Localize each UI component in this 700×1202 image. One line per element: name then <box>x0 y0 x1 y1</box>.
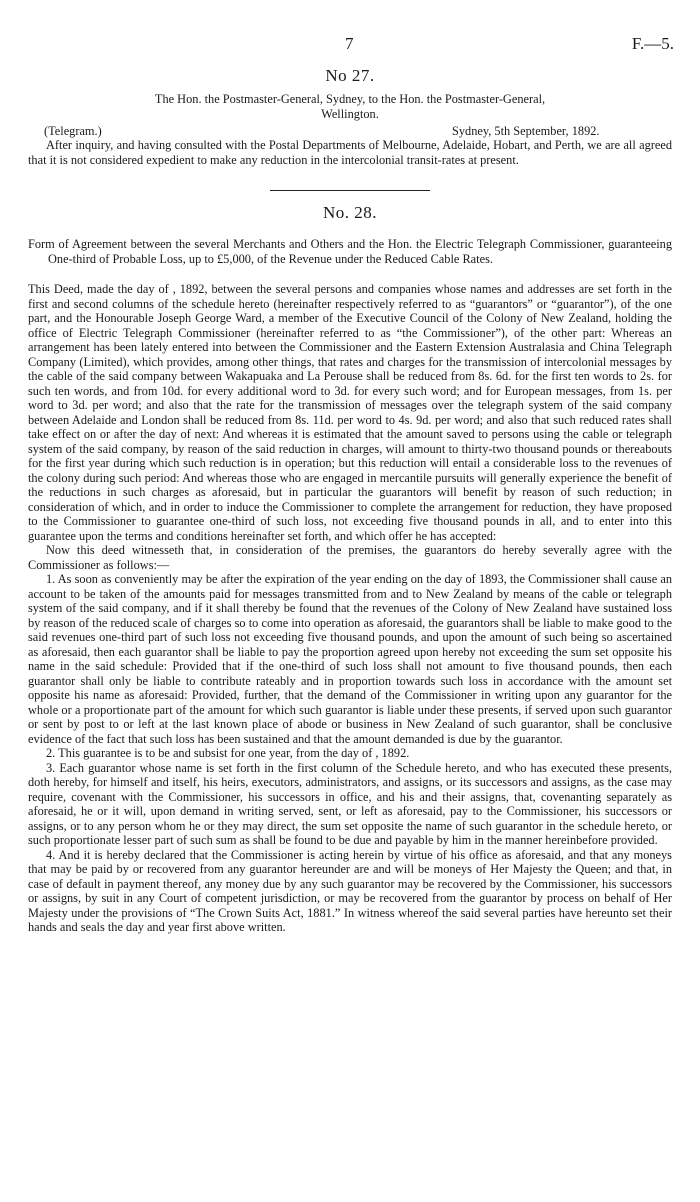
section-27-title-line2: Wellington. <box>321 106 379 121</box>
telegram-label: (Telegram.) <box>44 124 102 138</box>
telegram-place-date: Sydney, 5th September, 1892. <box>452 124 600 138</box>
section-number-27: No 27. <box>325 66 375 85</box>
section-27-title <box>40 92 660 121</box>
page-number: 7 <box>345 34 354 53</box>
section-number-28: No. 28. <box>322 203 378 222</box>
document-reference: F.—5. <box>631 34 674 53</box>
clause-4: 4. And it is hereby declared that the Commissioner is acting herein by virtue of his office as aforesaid, and that any moneys that may be paid by or recovered from any guarantor hereunder are and will be moneys of Her Majesty the Queen; and that, in case of default in payment thereof, any money due by any such guarantor may be recovered by the Commissioner, his successors or assigns, by suit in any Court of competent jurisdiction, or may be recovered from the guarantor by process on behalf of Her Majesty under the provisions of “The Crown Suits Act, 1881.” In witness whereof the said several parties have hereunto set their hands and seals the day and year first above written. <box>28 847 672 934</box>
deed-witnesseth: Now this deed witnesseth that, in consideration of the premises, the guarantors do hereby severally agree with the Commissioner as follows:— <box>28 543 672 572</box>
clause-2: 2. This guarantee is to be and subsist for one year, from the day of , 1892. <box>46 746 410 760</box>
clause-3: 3. Each guarantor whose name is set forth in the first column of the Schedule hereto, and who has executed these presents, doth hereby, for himself and itself, his heirs, executors, administrators, and assigns, or its successors and assigns, as the case may require, covenant with the Commissioner, his successors in office, and his and their assigns, that, covenanting separately as aforesaid, he or it will, upon demand in writing served, sent, or left as aforesaid, pay to the Commissioner, his successors or assigns, or to any person whom he or they may direct, the sum set opposite the name of such guarantor in the schedule hereto, or such proportionate lesser part of such sum as shall be found to be due and payable by him in the manner hereinbefore provided. <box>28 760 672 847</box>
section-28-heading: Form of Agreement between the several Merchants and Others and the Hon. the Electric Telegraph Commissioner, guaranteeing One-third of Probable Loss, up to £5,000, of the Revenue under the Reduced Cable Rates. <box>28 237 672 266</box>
section-divider <box>270 190 430 191</box>
clause-1: 1. As soon as conveniently may be after the expiration of the year ending on the day of 1893, the Commissioner shall cause an account to be taken of the amounts paid for messages transmitted from and to New Zealand by means of the cable or telegraph system of the said company, and if it shall thereby be found that the revenues of the Colony of New Zealand have sustained loss by reason of the reduced scale of charges so to come into operation as aforesaid, the guarantors shall be liable to make good to the said revenues one-third part of such loss not exceeding five thousand pounds, and upon the amount of such being so ascertained as aforesaid, then each guarantor shall be liable to pay the proportion agreed upon hereby not exceeding the sum set opposite his name in the said schedule: Provided that if the one-third of such loss shall not amount to five thousand pounds, then each guarantor shall only be liable to contribute rateably and in proportion towards such loss in accordance with the amount set opposite his name as aforesaid: Provided, further, that the demand of the Commissioner in writing upon any guarantor for the whole or a proportionate part of the amount for which such guarantor is liable under these presents, if served upon such guarantor or sent by post to or left at the last known place of abode or business in New Zealand of such guarantor, shall be conclusive evidence of the fact that such loss has been sustained and that the amount demanded is due by the guarantor. <box>28 572 672 746</box>
deed-body <box>28 282 672 935</box>
section-27-title-line1: The Hon. the Postmaster-General, Sydney, to the Hon. the Postmaster-General, <box>154 92 546 106</box>
section-27-body: After inquiry, and having consulted with the Postal Departments of Melbourne, Adelaide, Hobart, and Perth, we are all agreed that it is not considered expedient to make any reduction in the intercolonial transit-rates at present. <box>28 138 672 167</box>
deed-recital: This Deed, made the day of , 1892, between the several persons and companies whose names and addresses are set forth in the first and second columns of the schedule hereto (hereinafter respectively referred to as “guarantors” or “guarantor”), of the one part, and the Honourable Joseph George Ward, a member of the Executive Council of the Colony of New Zealand, holding the office of Electric Telegraph Commissioner (hereinafter referred to as “the Commissioner”), of the other part: Whereas an arrangement has been lately entered into between the Commissioner and the Eastern Extension Australasia and China Telegraph Company (Limited), which provides, among other things, that rates and charges for the transmission of intercolonial messages by the cable of the said company between Wakapuaka and La Perouse shall be reduced from 8s. 6d. for the first ten words to 2s. for such ten words, and from 10d. for every additional word to 3d. for every such word; and for European messages, from 1s. per word to 3d. per word; and also that the rate for the transmission of messages over the telegraph system of the said company between Adelaide and London shall be reduced from 8s. 11d. per word to 4s. 9d. per word; and also that such reduced rates shall take effect on or after the day of next: And whereas it is estimated that the amount saved to persons using the cable or telegraph system of the said company, by reason of the said reduction in charges, will amount to thirty-two thousand pounds or thereabouts for the first year during which such reduction is in operation; but this reduction will entail a considerable loss to the revenues of the colony during such period: And whereas those who are engaged in mercantile pursuits will generally experience the benefit of the reductions in such charges as aforesaid, but in particular the guarantors will benefit by reason of such reduction; in consideration of which, and in order to induce the Commissioner to complete the arrangement for reduction, they have proposed to the Commissioner to guarantee one-third of such loss, not exceeding five thousand pounds in all, and to enter into this guarantee upon the terms and conditions hereinafter set forth, and which offer he has accepted: <box>28 282 672 543</box>
